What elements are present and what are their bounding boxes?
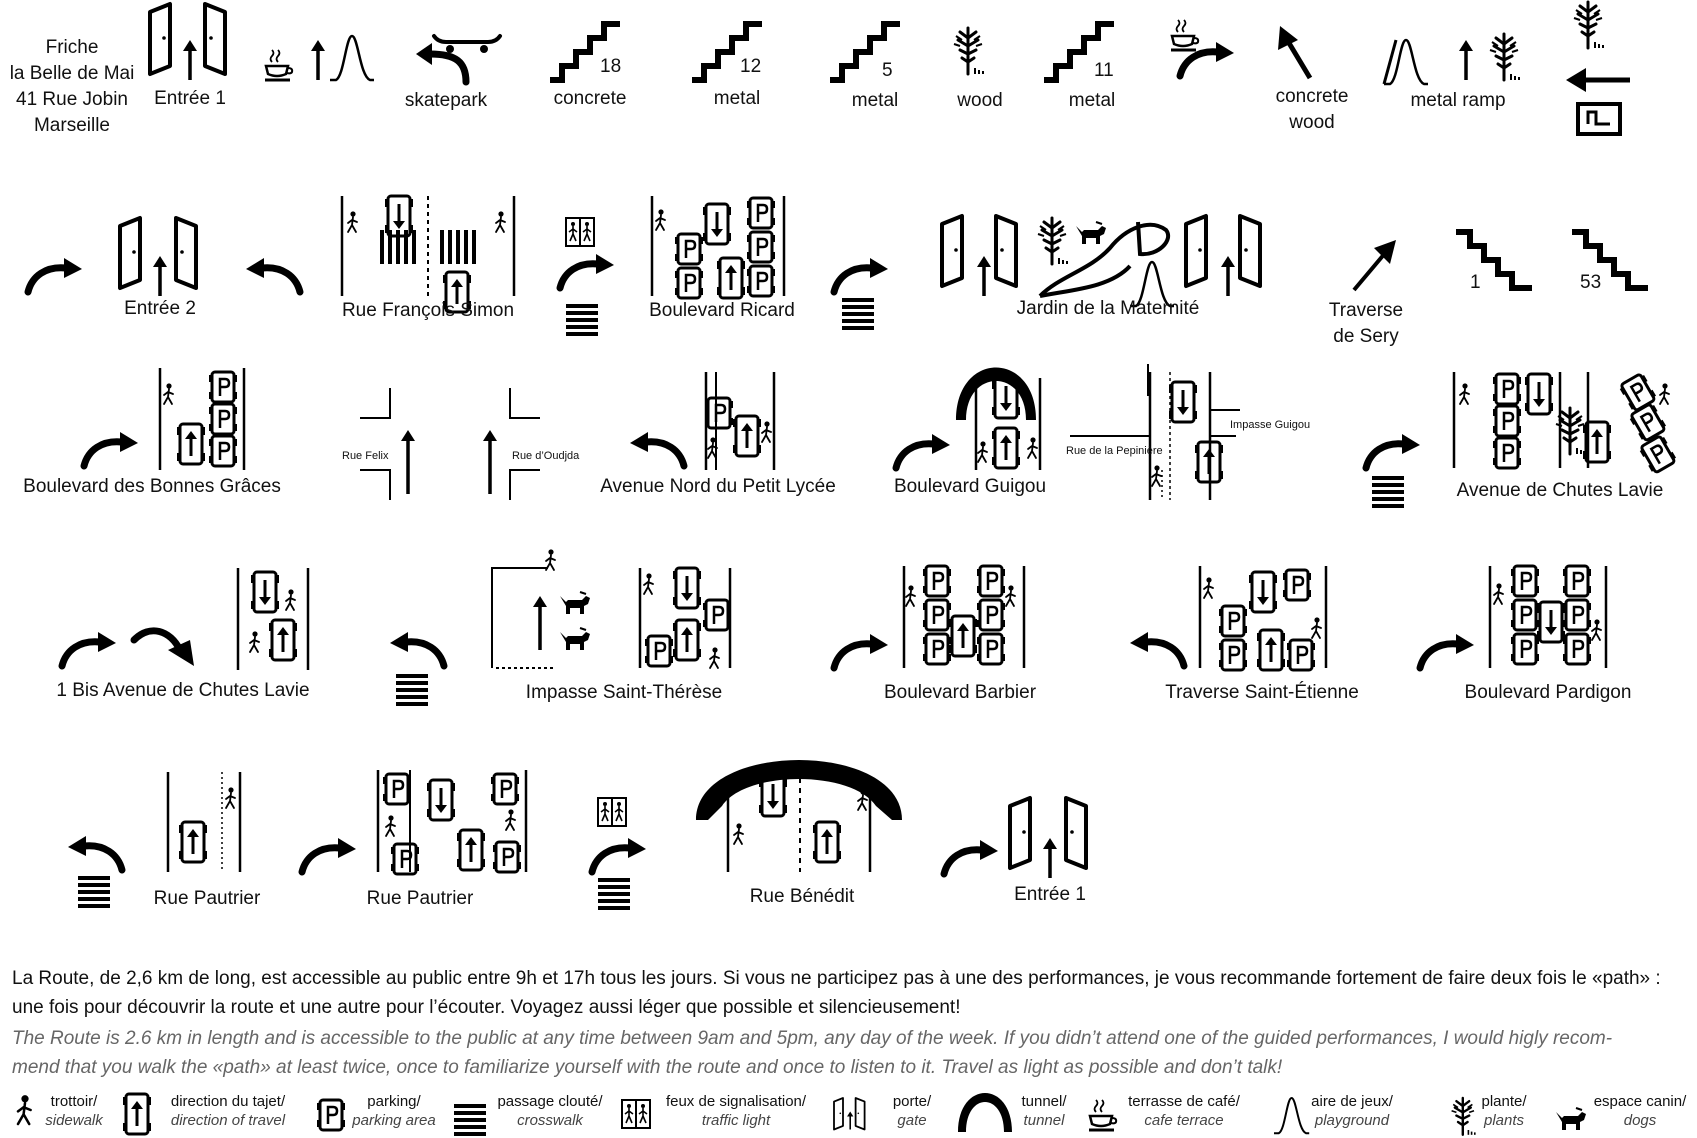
gate-icon (120, 218, 196, 296)
street-francois-simon (342, 196, 514, 312)
playground-icon (1274, 1098, 1309, 1133)
skateboard-icon (434, 36, 500, 53)
label-concrete: concrete (553, 88, 627, 109)
street-impasse-therese (492, 549, 731, 668)
description-fr (12, 964, 1682, 1022)
legend-label-en: playground (1314, 1112, 1390, 1129)
dog-icon (1556, 1108, 1586, 1130)
street-nord-petit-lycee (705, 372, 774, 470)
label-bonnes-graces: Boulevard des Bonnes Grâces (23, 476, 281, 497)
origin-line: 41 Rue Jobin (16, 89, 128, 110)
plant-icon (1490, 34, 1520, 80)
description-fr-line: La Route, de 2,6 km de long, est accessible au public entre 9h et 17h tous les jours. Si vous ne participez pas à une des performances, je vous recommande fortement de faire deux fois le «path» : (12, 968, 1661, 989)
label-rue-pepiniere: Rue de la Pepinière (1066, 445, 1163, 457)
car-arrow-icon (123, 1094, 151, 1134)
origin-line: la Belle de Mai (9, 63, 135, 84)
stairs-down-icon (1456, 232, 1532, 288)
legend-item (893, 1092, 931, 1130)
tunnel-icon (956, 368, 1040, 471)
turn-right-icon (896, 434, 950, 468)
legend-item (1594, 1092, 1687, 1130)
description-en-line: The Route is 2.6 km in length and is accessible to the public at any time between 9am and 5pm, any day of the week. If you didn’t attend one of the guided performances, I would higly recom- (12, 1028, 1613, 1049)
legend-label: terrasse de café/ (1128, 1093, 1240, 1110)
street-traverse-etienne (1200, 566, 1326, 670)
turn-right-icon (560, 254, 614, 288)
label-impasse-guigou: Impasse Guigou (1230, 419, 1311, 431)
legend-label-en: direction of travel (170, 1112, 286, 1129)
description-fr-line: une fois pour découvrir la route et une autre pour l’écouter. Voyagez aussi léger que possible et silencieusement! (12, 997, 961, 1018)
legend-label: porte/ (892, 1093, 932, 1110)
traffic-light-icon (622, 1100, 650, 1128)
street-chutes-lavie (1454, 372, 1678, 474)
legend-label: feux de signalisation/ (665, 1093, 807, 1110)
row2 (28, 196, 1648, 336)
turn-right-icon (84, 432, 138, 466)
street-pautrier-1 (168, 772, 240, 872)
dog-icon (1076, 222, 1106, 244)
gate-icon (150, 4, 225, 80)
turn-right-icon (592, 838, 646, 872)
step-count: 5 (882, 60, 893, 81)
legend-item (1311, 1092, 1393, 1130)
parking-icon (317, 1100, 345, 1130)
turn-right-icon (1420, 634, 1474, 668)
turn-right-icon (944, 840, 998, 874)
description-en (12, 1024, 1682, 1082)
crosswalk-icon (566, 304, 598, 336)
legend-label: aire de jeux/ (1311, 1093, 1393, 1110)
label-wood: wood (957, 90, 1003, 111)
diagonal-arrow-icon (1354, 240, 1396, 290)
label-nord-petit-lycee: Avenue Nord du Petit Lycée (600, 476, 836, 497)
legend-label: tunnel/ (1021, 1093, 1067, 1110)
step-count: 1 (1470, 272, 1481, 293)
label-rue-pautrier: Rue Pautrier (153, 888, 261, 909)
label-concrete: concrete (1275, 86, 1349, 107)
label-boulevard-guigou: Boulevard Guigou (893, 476, 1047, 497)
street-bonnes-graces (160, 368, 244, 470)
origin-line: Friche (45, 37, 99, 58)
crosswalk-icon (842, 298, 874, 330)
label-boulevard-ricard: Boulevard Ricard (649, 300, 795, 321)
label-entree-2: Entrée 2 (124, 298, 196, 319)
label-impasse-therese: Impasse Saint-Thérèse (525, 682, 723, 703)
cafe-icon (265, 50, 292, 80)
label-metal: metal (851, 90, 899, 111)
label-bis-chutes-lavie: 1 Bis Avenue de Chutes Lavie (56, 680, 310, 701)
street-ricard (652, 196, 784, 298)
legend-item (171, 1092, 285, 1130)
step-count: 18 (600, 56, 622, 77)
legend-label-en: plants (1483, 1112, 1525, 1129)
legend-item (1481, 1092, 1526, 1130)
plant-icon (1574, 2, 1604, 48)
playground-icon (330, 36, 374, 80)
crosswalk-icon (598, 878, 630, 910)
gate-icon (1010, 798, 1086, 878)
legend-label: trottoir/ (50, 1093, 98, 1110)
label-traverse-sery: Traverse (1328, 300, 1404, 321)
turn-right-icon (834, 258, 888, 292)
gate-icon (834, 1098, 865, 1130)
traffic-light-icon (598, 798, 626, 826)
tunnel-icon (958, 1093, 1012, 1132)
legend-item (1021, 1092, 1066, 1130)
turn-right-icon (28, 258, 82, 292)
intersection-pepiniere (1066, 364, 1240, 500)
bench-icon (1578, 104, 1620, 134)
label-rue-felix: Rue Felix (342, 450, 389, 462)
step-count: 11 (1094, 60, 1114, 81)
label-boulevard-pardigon: Boulevard Pardigon (1464, 682, 1632, 703)
legend-label-en: cafe terrace (1144, 1112, 1224, 1129)
turn-right-icon (302, 838, 356, 872)
label-entree-1-end: Entrée 1 (1014, 884, 1086, 905)
label-rue-pautrier: Rue Pautrier (366, 888, 474, 909)
legend-item (666, 1092, 806, 1130)
legend-label: plante/ (1481, 1093, 1527, 1110)
crosswalk-icon (1372, 476, 1404, 508)
label-jardin-maternite: Jardin de la Maternité (1016, 298, 1200, 319)
turn-right-icon (1366, 434, 1420, 468)
label-rue-benedit: Rue Bénédit (749, 886, 855, 907)
origin-line: Marseille (33, 115, 111, 136)
tunnel-icon (696, 760, 902, 872)
label-entree-1: Entrée 1 (154, 88, 226, 109)
crosswalk-icon (454, 1104, 486, 1136)
label-traverse-etienne: Traverse Saint-Étienne (1165, 682, 1359, 703)
label-skatepark: skatepark (404, 90, 488, 111)
label-metal: metal (1068, 90, 1116, 111)
turn-right-icon (1180, 42, 1234, 76)
turn-left-icon (1130, 632, 1184, 666)
cafe-icon (1171, 20, 1198, 50)
legend-item (497, 1092, 602, 1130)
label-rue-francois-simon: Rue François Simon (341, 300, 515, 321)
plant-icon (1038, 218, 1068, 264)
intersection-oudjda (483, 388, 540, 500)
legend-label: passage clouté/ (497, 1093, 603, 1110)
legend-item (45, 1092, 103, 1130)
turn-left-icon (390, 632, 444, 666)
step-count: 53 (1580, 272, 1602, 293)
row3 (84, 364, 1678, 508)
legend-label: espace canin/ (1593, 1093, 1687, 1110)
crosswalk-icon (78, 876, 110, 908)
legend-item (1128, 1092, 1240, 1130)
label-rue-oudjda: Rue d’Oudjda (512, 450, 580, 462)
street-pautrier-2 (378, 770, 526, 874)
legend-label-en: traffic light (701, 1112, 771, 1129)
street-pardigon (1490, 566, 1606, 668)
turn-up-left-icon (416, 43, 466, 82)
cafe-icon (1089, 1100, 1116, 1130)
label-metal: metal (713, 88, 761, 109)
origin-label (0, 35, 147, 139)
up-arrow-icon (1459, 40, 1473, 80)
legend-label: parking/ (367, 1093, 421, 1110)
turn-right-icon (62, 632, 116, 666)
intersection-felix (360, 388, 415, 500)
legend-label-en: crosswalk (517, 1112, 583, 1129)
gate-icon (1186, 216, 1260, 296)
up-arrow-icon (311, 40, 325, 80)
diagonal-arrow-icon (1278, 26, 1310, 78)
legend-label-en: parking area (352, 1112, 436, 1129)
legend-label: direction du tajet/ (170, 1093, 286, 1110)
legend-label-en: sidewalk (45, 1112, 103, 1129)
label-metal-ramp: metal ramp (1410, 90, 1506, 111)
turn-right-icon (834, 634, 888, 668)
legend-label-en: tunnel (1023, 1112, 1065, 1129)
plant-icon (1452, 1098, 1476, 1135)
label-wood: wood (1289, 112, 1335, 133)
legend-label-en: dogs (1623, 1112, 1657, 1129)
turn-left-icon (68, 836, 122, 870)
legend-label-en: gate (897, 1112, 927, 1129)
label-traverse-sery: de Sery (1333, 326, 1399, 347)
legend-item (352, 1092, 435, 1130)
turn-down-right-icon (134, 631, 194, 666)
step-count: 12 (740, 56, 762, 77)
crosswalk-icon (396, 674, 428, 706)
gate-icon (942, 216, 1016, 296)
turn-left-icon (630, 432, 684, 466)
description-en-line: mend that you walk the «path» at least twice, once to familiarize yourself with the route and once to listen to it. Travel as light as possible and don’t talk! (12, 1057, 1283, 1078)
traffic-light-icon (566, 218, 594, 246)
street-barbier (904, 566, 1024, 668)
street-bis-chutes-lavie (238, 568, 308, 670)
pedestrian-icon (18, 1095, 31, 1124)
label-boulevard-barbier: Boulevard Barbier (883, 682, 1037, 703)
turn-left-icon (246, 258, 300, 292)
left-arrow-icon (1566, 68, 1630, 92)
plant-icon (954, 28, 984, 74)
label-chutes-lavie: Avenue de Chutes Lavie (1456, 480, 1664, 501)
